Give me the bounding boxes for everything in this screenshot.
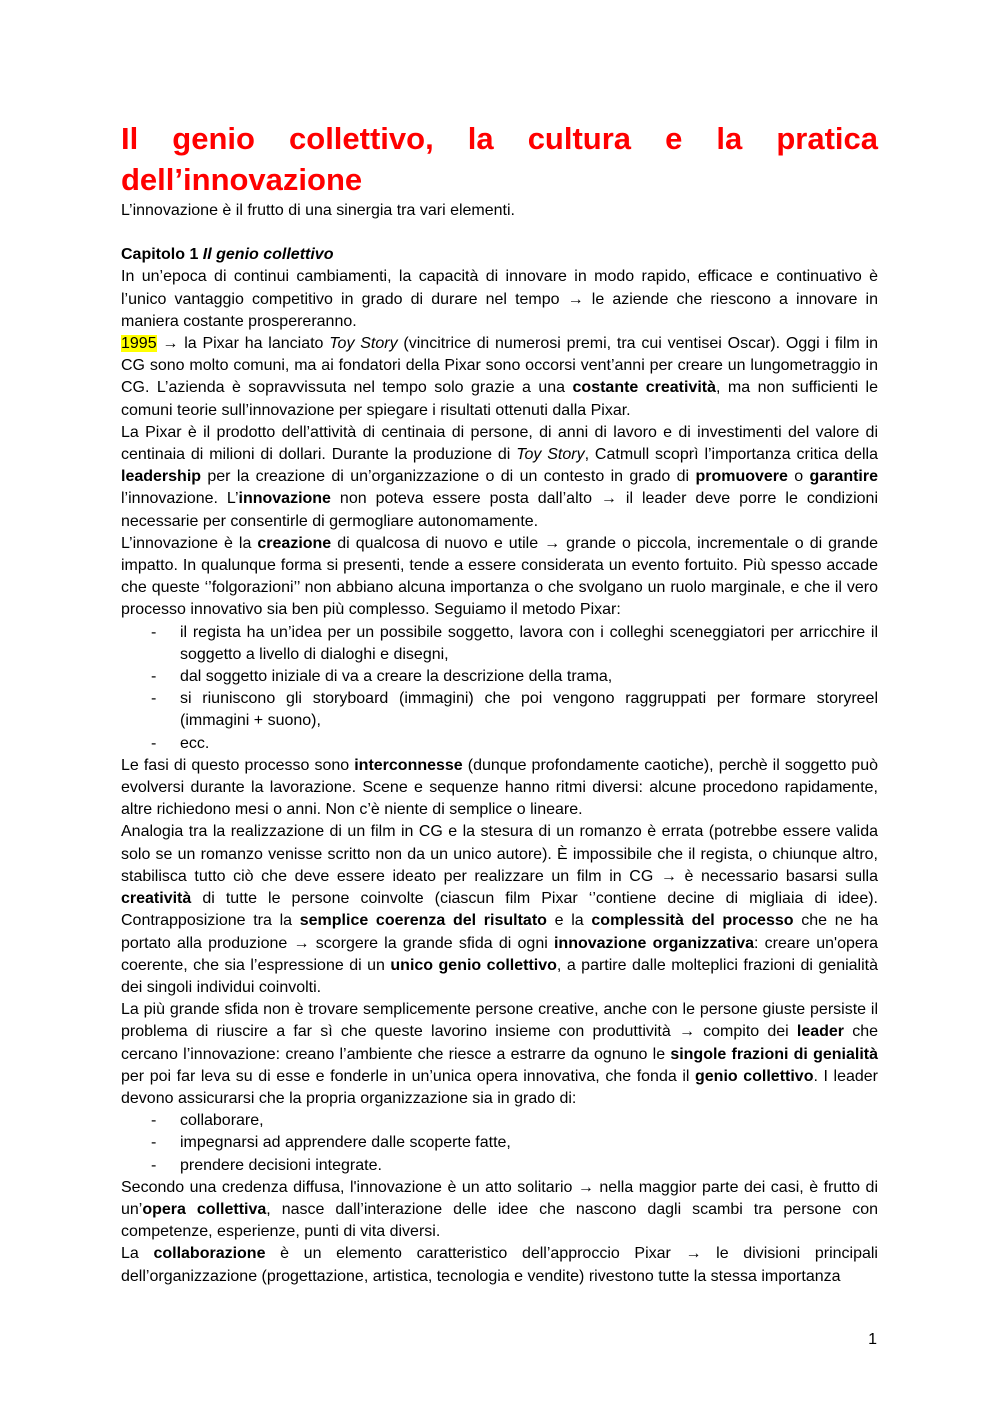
chapter-label: Capitolo 1 [121,246,199,264]
list-item: - prendere decisioni integrate. [180,1155,878,1177]
list-item: - il regista ha un’idea per un possibile soggetto, lavora con i colleghi sceneggiatori per arricchire il soggetto a livello di dialoghi e disegni, [180,622,878,666]
intro-text: L’innovazione è il frutto di una sinergia tra vari elementi. [121,202,515,219]
chapter-heading [121,244,878,266]
list-item: - ecc. [180,733,878,755]
paragraph-1: In un’epoca di continui cambiamenti, la capacità di innovare in modo rapido, efficace e continuativo è l’unico vantaggio competitivo in grado di durare nel tempo → le aziende che riescono a innovare in maniera costante prospereranno. [121,268,878,330]
paragraph-9: La collaborazione è un elemento caratteristico dell’approccio Pixar → le divisioni principali dell’organizzazione (progettazione, artistica, tecnologia e vendite) rivestono tutte la stessa importanza [121,1245,878,1285]
list-item: - dal soggetto iniziale di va a creare la descrizione della trama, [180,666,878,688]
highlighted-year: 1995 [121,335,157,353]
chapter-title: Il genio collettivo [202,246,334,264]
paragraph-8: Secondo una credenza diffusa, l'innovazione è un atto solitario → nella maggior parte dei casi, è frutto di un’opera collettiva, nasce dall’interazione delle idee che nascono dagli scambi tra persone con competenze, esperienze, punti di vita diversi. [121,1178,878,1241]
document-page [121,118,878,1288]
pixar-method-list [121,622,878,755]
document-title: Il genio collettivo, la cultura e la pratica dell’innovazione [121,121,878,197]
page-number: 1 [868,1331,877,1348]
film-title: Toy Story [516,446,585,464]
list-item: - si riuniscono gli storyboard (immagini) che poi vengono raggruppati per formare storyreel (immagini + suono), [180,688,878,732]
paragraph-2: 1995 → la Pixar ha lanciato Toy Story (vincitrice di numerosi premi, tra cui ventisei Oscar). Oggi i film in CG sono molto comuni, ma ai fondatori della Pixar sono occorsi vent’anni per creare un lungometraggio in CG. L’azienda è sopravvissuta nel tempo solo grazie a una costante creatività, ma non sufficienti le comuni teorie sull’innovazione per spiegare i risultati ottenuti dalla Pixar. [121,335,879,419]
film-title: Toy Story [329,335,398,353]
paragraph-4: L’innovazione è la creazione di qualcosa di nuovo e utile → grande o piccola, incrementale o di grande impatto. In qualunque forma si presenti, tende a essere considerata un evento fortuito. Più spesso accade che queste ‘’folgorazioni’’ non abbiano alcuna importanza o che svolgano un ruolo marginale, e che il vero processo innovativo sia ben più complesso. Seguiamo il metodo Pixar: [121,534,879,619]
leader-capabilities-list [121,1110,878,1177]
paragraph-7: La più grande sfida non è trovare semplicemente persone creative, anche con le persone giuste persiste il problema di riuscire a far sì che queste lavorino insieme con produttività → compito dei leader che cercano l’innovazione: creano l’ambiente che riesce a estrarre da ognuno le singole frazioni di genialità per poi far leva su di esse e fonderle in un’unica opera innovativa, che fonda il genio collettivo. I leader devono assicurarsi che la propria organizzazione sia in grado di: [121,1001,879,1107]
list-item: - collaborare, [180,1110,878,1132]
paragraph-3: La Pixar è il prodotto dell’attività di centinaia di persone, di anni di lavoro e di investimenti del valore di centinaia di milioni di dollari. Durante la produzione di Toy Story, Catmull scoprì l’importanza critica della leadership per la creazione di un’organizzazione o di un contesto in grado di promuovere o garantire l’innovazione. L’innovazione non poteva essere posta dall’alto → il leader deve porre le condizioni necessarie per consentirle di germogliare autonomamente. [121,423,879,530]
paragraph-6: Analogia tra la realizzazione di un film in CG e la stesura di un romanzo è errata (potrebbe essere valida solo se un romanzo venisse scritto non da un unico autore). È impossibile che il regista, o chiunque altro, stabilisca tutto ciò che deve essere ideato per realizzare un film in CG → è necessario basarsi sulla creatività di tutte le persone coinvolte (ciascun film Pixar ‘’contiene decine di migliaia di idee). Contrapposizione tra la semplice coerenza del risultato e la complessità del processo che ne ha portato alla produzione → scorgere la grande sfida di ogni innovazione organizzativa: creare un'opera coerente, che sia l’espressione di un unico genio collettivo, a partire dalle molteplici frazioni di genialità dei singoli individui coinvolti. [121,823,879,996]
paragraph-5: Le fasi di questo processo sono interconnesse (dunque profondamente caotiche), perchè il soggetto può evolversi durante la lavorazione. Scene e sequenze hanno ritmi diversi: alcune procedono rapidamente, altre richiedono mesi o anni. Non c’è niente di semplice o lineare. [121,756,878,819]
list-item: - impegnarsi ad apprendere dalle scoperte fatte, [180,1132,878,1154]
